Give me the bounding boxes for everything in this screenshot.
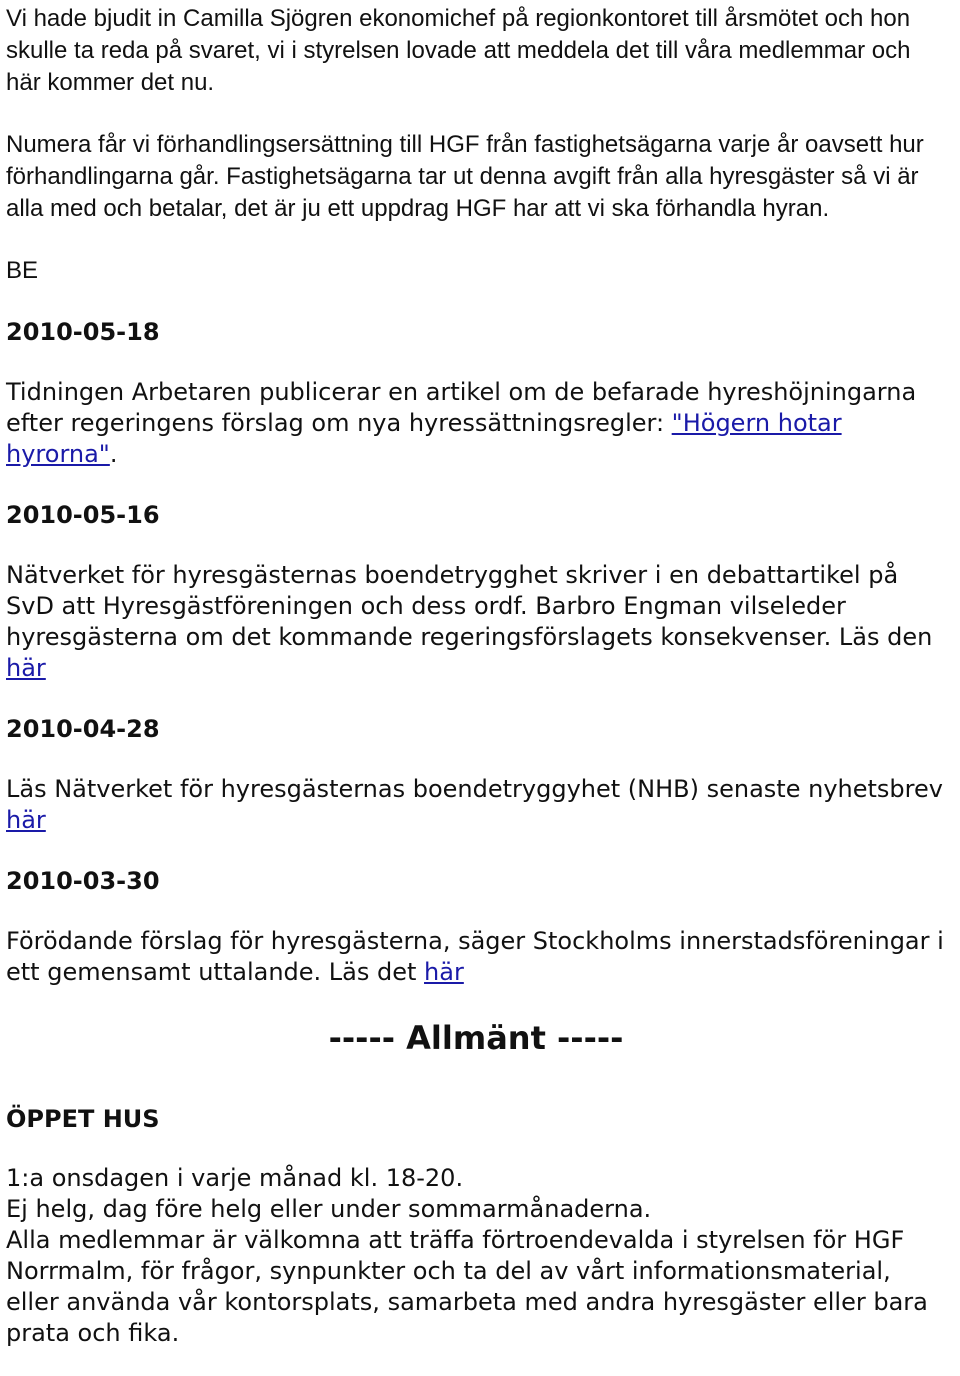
intro-paragraph-2: Numera får vi förhandlingsersättning till HGF från fastighetsägarna varje år oavsett hur förhandlingarna går. Fastighetsägarna tar ut denna avgift från alla hyresgäster så vi är alla med och betalar, det är ju ett uppdrag HGF har att vi ska förhandla hyran. bbox=[6, 131, 924, 222]
news-item bbox=[6, 714, 946, 836]
open-house-line: Alla medlemmar är välkomna att träffa förtroendevalda i styrelsen för HGF Norrmalm, för frågor, synpunkter och ta del av vårt informationsmaterial, eller använda vår kontorsplats, samarbeta med andra hyresgäster eller bara prata och fika. bbox=[6, 1226, 928, 1347]
news-item bbox=[6, 317, 946, 470]
news-date: 2010-05-16 bbox=[6, 501, 160, 529]
news-date: 2010-05-18 bbox=[6, 318, 160, 346]
news-text-body: Läs Nätverket för hyresgästernas boendetryggyhet (NHB) senaste nyhetsbrev bbox=[6, 775, 943, 803]
news-text bbox=[6, 926, 946, 988]
news-text-body: Nätverket för hyresgästernas boendetrygghet skriver i en debattartikel på SvD att Hyresgästföreningen och dess ordf. Barbro Engman vilseleder hyresgästerna om det kommande regeringsförslagets konsekvenser. Läs den bbox=[6, 561, 933, 651]
news-text-body: Förödande förslag för hyresgästerna, säger Stockholms innerstadsföreningar i ett gemensamt uttalande. Läs det bbox=[6, 927, 944, 986]
news-item bbox=[6, 866, 946, 988]
open-house-heading: ÖPPET HUS bbox=[6, 1105, 160, 1133]
news-list bbox=[6, 317, 946, 988]
news-date: 2010-04-28 bbox=[6, 715, 160, 743]
news-date: 2010-03-30 bbox=[6, 867, 160, 895]
news-item bbox=[6, 500, 946, 684]
open-house-line: 1:a onsdagen i varje månad kl. 18-20. bbox=[6, 1164, 464, 1192]
open-house-section bbox=[6, 1104, 946, 1349]
news-text-end: . bbox=[109, 440, 118, 468]
intro-paragraph-1: Vi hade bjudit in Camilla Sjögren ekonomichef på regionkontoret till årsmötet och hon skulle ta reda på svaret, vi i styrelsen lovade att meddela det till våra medlemmar och här kommer det nu. bbox=[6, 5, 911, 96]
newsletter-link[interactable]: här bbox=[6, 806, 46, 834]
statement-link[interactable]: här bbox=[424, 958, 464, 986]
open-house-line: Ej helg, dag före helg eller under sommarmånaderna. bbox=[6, 1195, 652, 1223]
intro-section bbox=[6, 3, 946, 287]
news-text-body: Tidningen Arbetaren publicerar en artikel om de befarade hyreshöjningarna efter regeringens förslag om nya hyressättningsregler: bbox=[6, 378, 917, 437]
read-here-link[interactable]: här bbox=[6, 654, 46, 682]
article-link[interactable]: "Högern hotar hyrorna" bbox=[6, 409, 842, 468]
news-text bbox=[6, 560, 946, 684]
news-text bbox=[6, 377, 946, 470]
section-title-general: ----- Allmänt ----- bbox=[328, 1019, 624, 1057]
intro-signature: BE bbox=[6, 257, 39, 284]
news-text bbox=[6, 774, 946, 836]
